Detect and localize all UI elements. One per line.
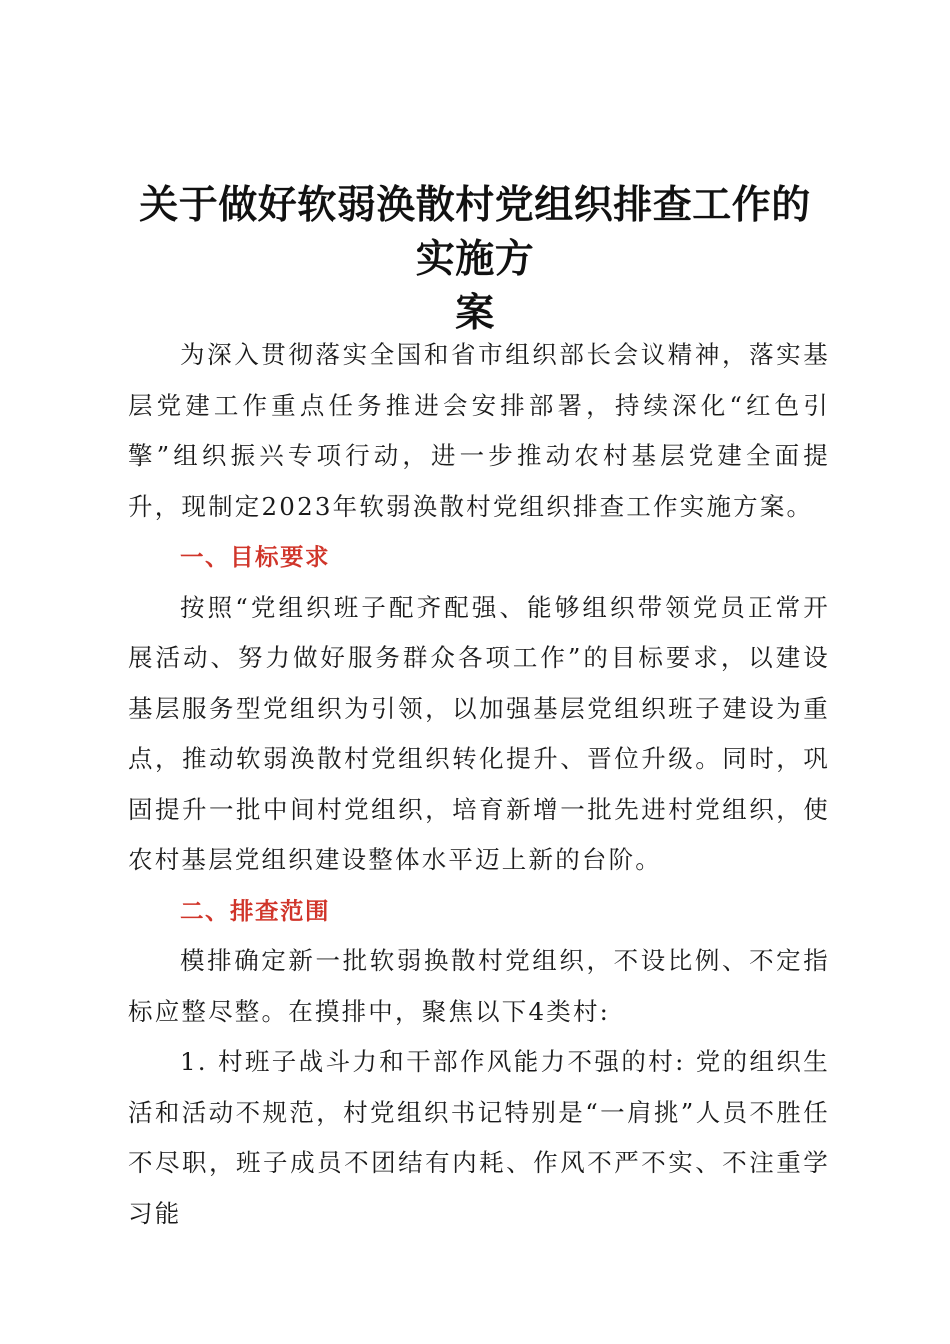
document-title — [120, 178, 830, 340]
goals-paragraph: 按照“党组织班子配齐配强、能够组织带领党员正常开展活动、努力做好服务群众各项工作”的目标要求，以建设基层服务型党组织为引领，以加强基层党组织班子建设为重点，推动软弱涣散村党组织转化提升、晋位升级。同时，巩固提升一批中间村党组织，培育新增一批先进村党组织，使农村基层党组织建设整体水平迈上新的台阶。 — [128, 592, 830, 874]
section-heading-scope: 二、排查范围 — [180, 896, 330, 925]
document-body — [128, 330, 830, 1239]
title-line-1: 关于做好软弱涣散村党组织排查工作的实施方 — [139, 182, 811, 282]
section-heading-goals: 一、目标要求 — [180, 543, 330, 571]
scope-item-1: 1. 村班子战斗力和干部作风能力不强的村: 党的组织生活和活动不规范，村党组织书记特别是“一肩挑”人员不胜任不尽职，班子成员不团结有内耗、作风不严不实、不注重学习能 — [128, 1047, 830, 1228]
intro-paragraph: 为深入贯彻落实全国和省市组织部长会议精神，落实基层党建工作重点任务推进会安排部署，持续深化“红色引擎”组织振兴专项行动，进一步推动农村基层党建全面提升，现制定2023年软弱涣散村党组织排查工作实施方案。 — [128, 340, 830, 521]
title-line-2: 案 — [455, 290, 495, 336]
scope-paragraph: 模排确定新一批软弱换散村党组织，不设比例、不定指标应整尽整。在摸排中，聚焦以下4类村: — [128, 946, 830, 1026]
